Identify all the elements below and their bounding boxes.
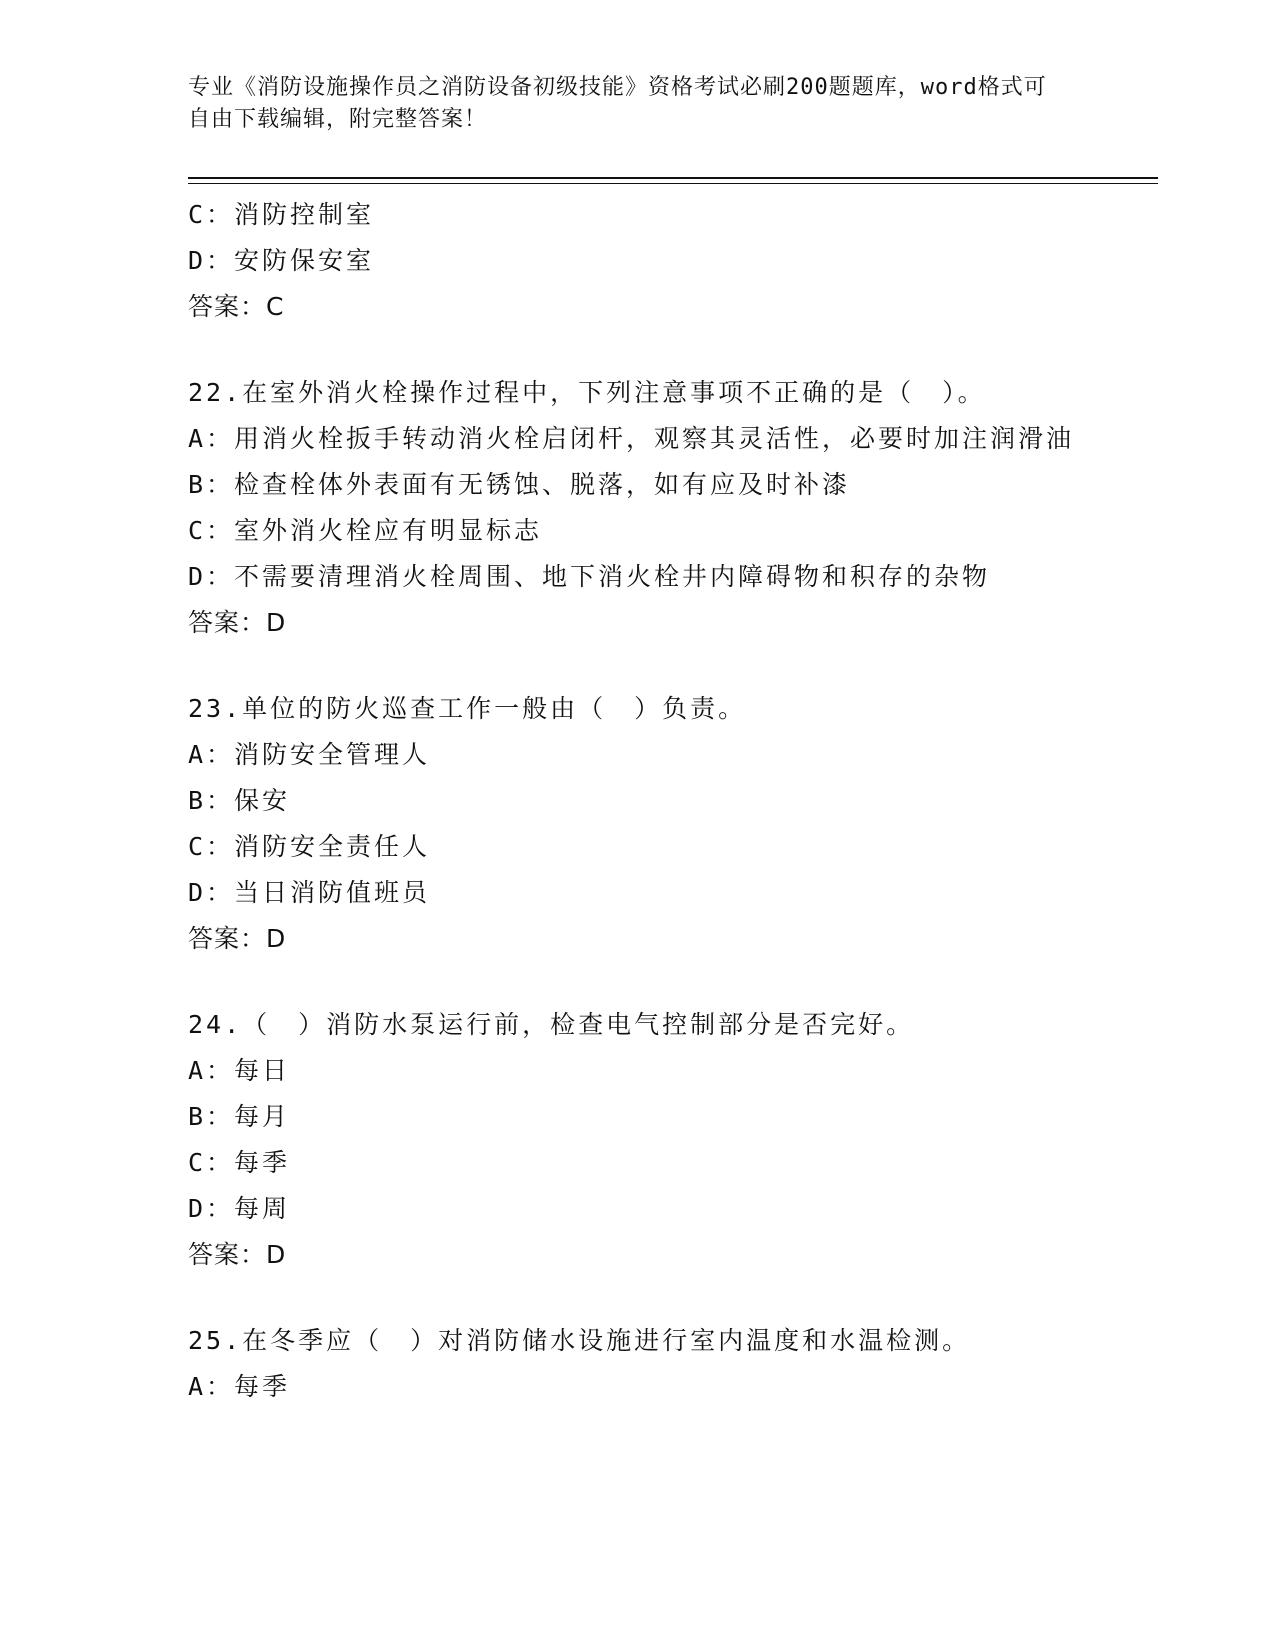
option-a: A：消防安全管理人 (188, 740, 431, 769)
option-a: A：用消火栓扳手转动消火栓启闭杆，观察其灵活性，必要时加注润滑油 (188, 424, 1075, 453)
question-stem: 25.在冬季应（ ）对消防储水设施进行室内温度和水温检测。 (188, 1326, 971, 1355)
option-b: B：保安 (188, 786, 291, 815)
option-a: A：每季 (188, 1372, 291, 1401)
answer-line: 答案：D (188, 1240, 287, 1269)
option-d: D：当日消防值班员 (188, 878, 431, 907)
option-c: C：消防控制室 (188, 200, 375, 229)
answer-line: 答案：D (188, 608, 287, 637)
document-header: 专业《消防设施操作员之消防设备初级技能》资格考试必刷200题题库，word格式可自由下载编辑，附完整答案！ (188, 75, 1047, 132)
option-b: B：每月 (188, 1102, 291, 1131)
question-stem: 24.（ ）消防水泵运行前，检查电气控制部分是否完好。 (188, 1010, 915, 1039)
header-divider-thin (188, 183, 1158, 184)
option-c: C：室外消火栓应有明显标志 (188, 516, 543, 545)
question-25 (188, 1318, 1088, 1410)
option-d: D：不需要清理消火栓周围、地下消火栓井内障碍物和积存的杂物 (188, 562, 991, 591)
option-c: C：消防安全责任人 (188, 832, 431, 861)
question-24 (188, 1002, 1088, 1278)
option-b: B：检查栓体外表面有无锈蚀、脱落，如有应及时补漆 (188, 470, 851, 499)
question-stem: 22.在室外消火栓操作过程中，下列注意事项不正确的是（ ）。 (188, 378, 986, 407)
option-d: D：每周 (188, 1194, 291, 1223)
answer-line: 答案：D (188, 924, 287, 953)
question-23 (188, 686, 1088, 962)
question-list (188, 192, 1088, 1410)
prev-question-tail (188, 192, 1088, 330)
question-22 (188, 370, 1088, 646)
option-a: A：每日 (188, 1056, 291, 1085)
option-d: D：安防保安室 (188, 246, 375, 275)
answer-line: 答案：C (188, 292, 285, 321)
header-divider-thick (188, 177, 1158, 179)
question-stem: 23.单位的防火巡查工作一般由（ ）负责。 (188, 694, 747, 723)
option-c: C：每季 (188, 1148, 291, 1177)
